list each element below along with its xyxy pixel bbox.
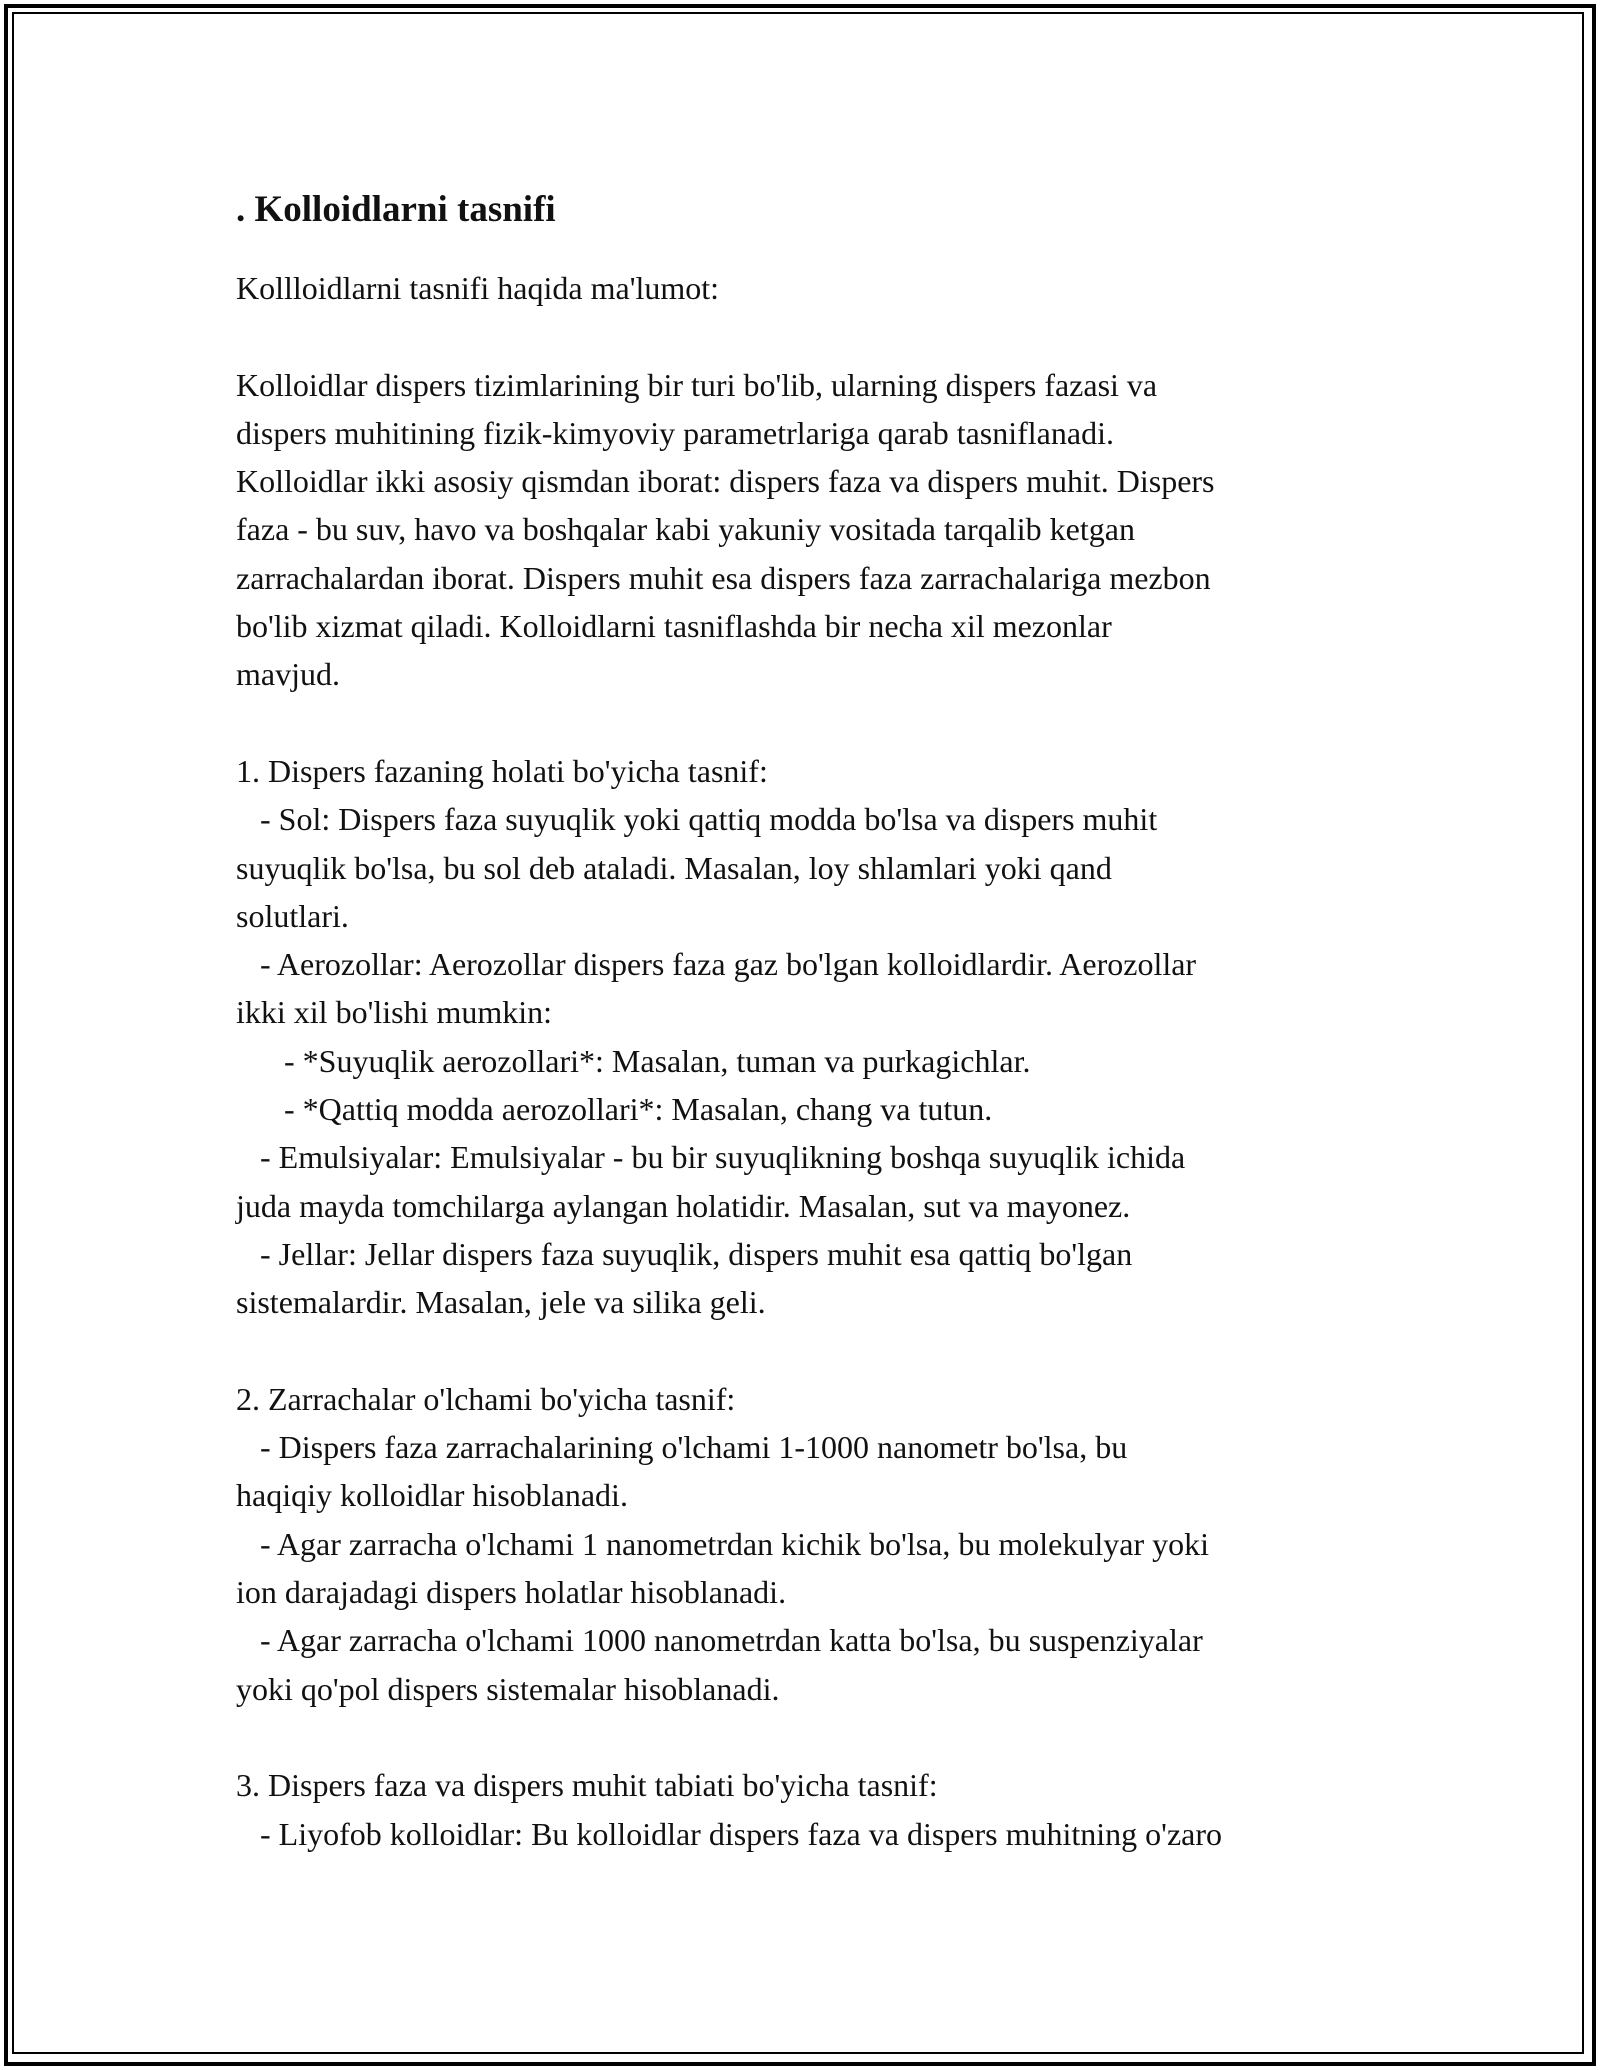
- document-body: [236, 264, 1386, 1858]
- text-line: faza - bu suv, havo va boshqalar kabi yakuniy vositada tarqalib ketgan: [236, 511, 1135, 548]
- text-line: sistemalardir. Masalan, jele va silika geli.: [236, 1284, 766, 1321]
- text-line: Kolloidlar ikki asosiy qismdan iborat: dispers faza va dispers muhit. Dispers: [236, 463, 1215, 500]
- text-line: ion darajadagi dispers holatlar hisoblanadi.: [236, 1574, 787, 1611]
- text-line: suyuqlik bo'lsa, bu sol deb ataladi. Masalan, loy shlamlari yoki qand: [236, 849, 1112, 886]
- text-line: - *Qattiq modda aerozollari*: Masalan, chang va tutun.: [236, 1091, 993, 1128]
- text-line: 2. Zarrachalar o'lchami bo'yicha tasnif:: [236, 1380, 736, 1417]
- text-line: bo'lib xizmat qiladi. Kolloidlarni tasniflashda bir necha xil mezonlar: [236, 608, 1112, 645]
- document-page: [236, 186, 1386, 1858]
- text-line: haqiqiy kolloidlar hisoblanadi.: [236, 1477, 628, 1514]
- text-line: yoki qo'pol dispers sistemalar hisoblanadi.: [236, 1670, 780, 1707]
- text-line: mavjud.: [236, 656, 340, 693]
- text-line: solutlari.: [236, 897, 349, 934]
- text-line: Kollloidlarni tasnifi haqida ma'lumot:: [236, 270, 720, 306]
- text-line: - Dispers faza zarrachalarining o'lchami 1-1000 nanometr bo'lsa, bu: [236, 1429, 1128, 1466]
- text-line: [236, 1713, 1386, 1761]
- text-line: juda mayda tomchilarga aylangan holatidir. Masalan, sut va mayonez.: [236, 1187, 1131, 1224]
- text-line: - Aerozollar: Aerozollar dispers faza gaz bo'lgan kolloidlardir. Aerozollar: [236, 946, 1197, 983]
- text-line: 1. Dispers fazaning holati bo'yicha tasnif:: [236, 752, 768, 789]
- text-line: 3. Dispers faza va dispers muhit tabiati bo'yicha tasnif:: [236, 1767, 938, 1804]
- document-title: . Kolloidlarni tasnifi: [236, 189, 556, 230]
- text-line: Kolloidlar dispers tizimlarining bir turi bo'lib, ularning dispers fazasi va: [236, 366, 1158, 403]
- text-line: - Agar zarracha o'lchami 1000 nanometrdan katta bo'lsa, bu suspenziyalar: [236, 1622, 1203, 1659]
- text-line: ikki xil bo'lishi mumkin:: [236, 994, 553, 1031]
- text-line: - Jellar: Jellar dispers faza suyuqlik, dispers muhit esa qattiq bo'lgan: [236, 1235, 1133, 1272]
- text-line: - *Suyuqlik aerozollari*: Masalan, tuman va purkagichlar.: [236, 1042, 1031, 1079]
- text-line: zarrachalardan iborat. Dispers muhit esa dispers faza zarrachalariga mezbon: [236, 559, 1211, 596]
- text-line: [236, 699, 1386, 747]
- text-line: - Emulsiyalar: Emulsiyalar - bu bir suyuqlikning boshqa suyuqlik ichida: [236, 1139, 1186, 1176]
- text-line: - Liyofob kolloidlar: Bu kolloidlar dispers faza va dispers muhitning o'zaro: [236, 1815, 1222, 1852]
- title-spacer: [236, 234, 1386, 264]
- text-line: [236, 312, 1386, 360]
- text-line: dispers muhitining fizik-kimyoviy parametrlariga qarab tasniflanadi.: [236, 414, 1114, 451]
- text-line: - Sol: Dispers faza suyuqlik yoki qattiq modda bo'lsa va dispers muhit: [236, 801, 1158, 838]
- text-line: [236, 1327, 1386, 1375]
- text-line: - Agar zarracha o'lchami 1 nanometrdan kichik bo'lsa, bu molekulyar yoki: [236, 1525, 1209, 1562]
